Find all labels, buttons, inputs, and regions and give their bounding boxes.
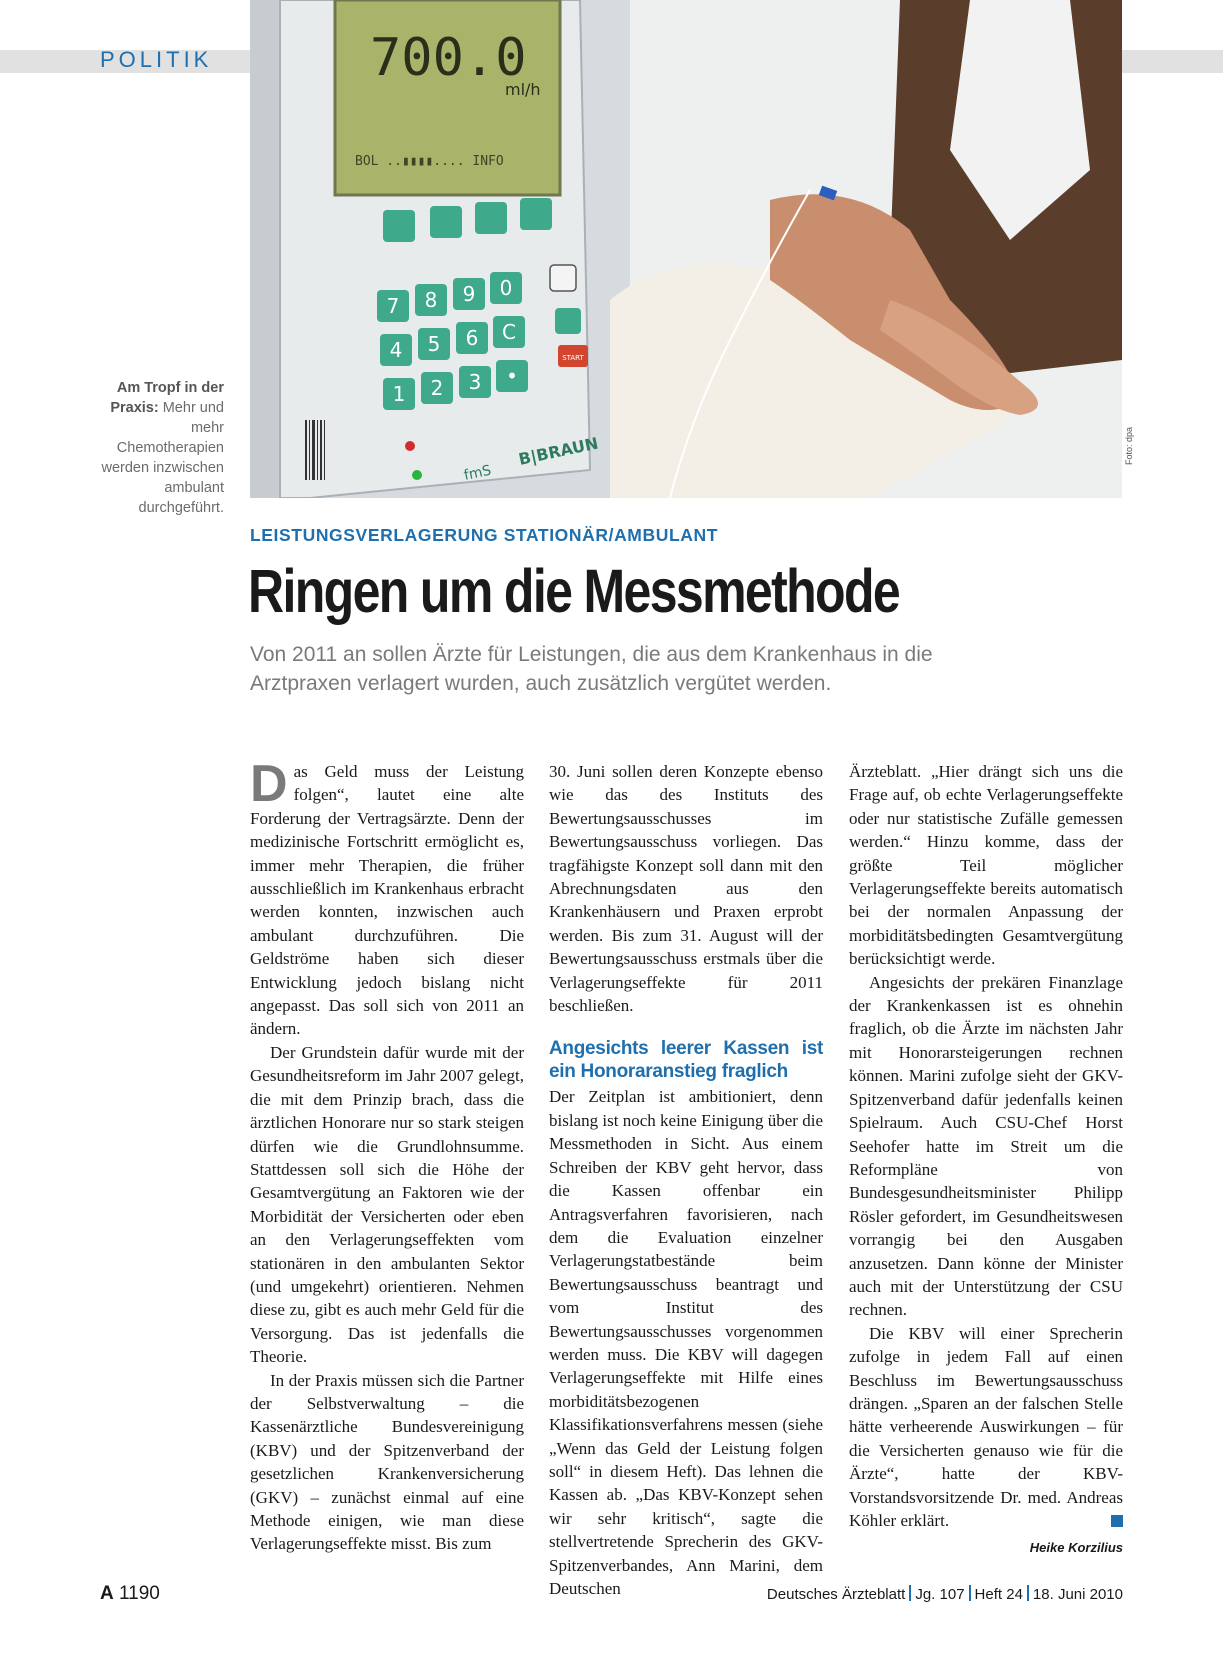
issue: Heft 24 <box>974 1586 1023 1603</box>
pump-display-value: 700.0 <box>370 28 527 88</box>
pump-display-unit: ml/h <box>505 80 541 99</box>
pump-brand: B|BRAUN <box>516 433 600 469</box>
publication-name: Deutsches Ärzteblatt <box>766 1586 906 1603</box>
key-4: 4 <box>389 338 403 362</box>
key-dot: • <box>506 364 518 388</box>
section-label: POLITIK <box>100 47 213 72</box>
body-column-1 <box>250 755 524 1556</box>
page-number <box>100 1583 160 1605</box>
author: Heike Korzilius <box>1029 1540 1123 1556</box>
separator <box>1027 1585 1029 1601</box>
key-c: C <box>502 320 516 344</box>
paragraph: In der Praxis müssen sich die Partner der Selbstverwaltung – die Kassenärztliche Bundesvereinigung (KBV) und der Spitzenverband der gesetzlichen Krankenversicherung (GKV) – zunächst einmal auf eine Methode einigen, wie man diese Verlagerungseffekte misst. Bis zum <box>250 1370 524 1554</box>
page-prefix: A <box>100 1583 114 1604</box>
pump-status-line: BOL ..▮▮▮▮.... INFO <box>355 154 504 169</box>
paragraph: 30. Juni sollen deren Konzepte ebenso wie das des Instituts des Bewertungsausschusses im Bewertungsausschuss vorliegen. Das tragfähigste Konzept soll dann mit den Abrechnungsdaten aus den Krankenhäusern und Praxen erprobt werden. Bis zum 31. August will der Bewertungsausschuss erstmals über die Verlagerungseffekte für 2011 beschließen. <box>549 762 823 1016</box>
caption-bold: Am Tropf in der Praxis: <box>110 380 224 416</box>
body-column-2 <box>549 760 823 1600</box>
key-5: 5 <box>427 332 441 356</box>
paragraph: Angesichts der prekären Finanzlage der Krankenkassen ist es ohnehin fraglich, ob die Ärzte im nächsten Jahr mit Honorarsteigerungen rechnen können. Marini zufolge sieht der GKV-Spitzenverband dafür jedenfalls keinen Spielraum. Auch CSU-Chef Horst Seehofer hatte im Streit um die Reformpläne von Bundesgesundheitsminister Philipp Rösler gefordert, im Gesundheitswesen vorrangig bei den Ausgaben anzusetzen. Dann könne der Minister auch mit der Unterstützung der CSU rechnen. <box>849 972 1123 1320</box>
subheading: Angesichts leerer Kassen ist ein Honoraranstieg fraglich <box>549 1038 823 1083</box>
infusion-pump-illustration <box>250 0 1122 498</box>
paragraph: Ärzteblatt. „Hier drängt sich uns die Frage auf, ob echte Verlagerungseffekte oder nur statistische Zufälle gemessen werden.“ Hinzu komme, dass der größte Teil möglicher Verlagerungseffekte bereits automatisch bei der normalen Anpassung der morbiditätsbedingten Gesamtvergütung berücksichtigt werde. <box>849 762 1123 969</box>
publication-info <box>767 1585 1123 1603</box>
key-3: 3 <box>468 370 482 394</box>
key-9: 9 <box>462 282 476 306</box>
key-6: 6 <box>465 326 479 350</box>
separator <box>969 1585 971 1601</box>
key-8: 8 <box>424 288 438 312</box>
key-0: 0 <box>499 276 513 300</box>
issue-date: 18. Juni 2010 <box>1032 1586 1123 1603</box>
kicker: LEISTUNGSVERLAGERUNG STATIONÄR/AMBULANT <box>250 525 719 545</box>
pump-model: fmS <box>462 462 493 484</box>
article-photo <box>250 0 1122 498</box>
key-1: 1 <box>392 382 406 406</box>
caption-text: Mehr und mehr Chemotherapien werden inzwischen ambulant durchgeführt. <box>101 400 224 516</box>
lead: Von 2011 an sollen Ärzte für Leistungen, die aus dem Krankenhaus in die Arztpraxen verlagert wurden, auch zusätzlich vergütet werden. <box>250 643 933 695</box>
paragraph-text: as Geld muss der Leistung folgen“, lautet eine alte Forderung der Vertragsärzte. Denn der medizinische Fortschritt ermöglicht es, immer mehr Therapien, die früher ausschließlich im Krankenhaus erbracht werden konnten, inzwischen auch ambulant durchzuführen. Die Geldströme haben sich dieser Entwicklung jedoch bislang nicht angepasst. Das soll sich von 2011 an ändern. <box>250 762 524 1039</box>
key-2: 2 <box>430 376 444 400</box>
paragraph-text: Die KBV will einer Sprecherin zufolge in jedem Fall auf einen Beschluss im Bewertungsausschuss drängen. „Sparen an der falschen Stelle hätte verheerende Auswirkungen – für die Versicherten genauso wie für die Ärzte“, hatte der KBV-Vorstandsvorsitzende Dr. med. Andreas Köhler erklärt. <box>849 1323 1123 1530</box>
page-number-value: 1190 <box>119 1583 160 1604</box>
paragraph <box>250 755 524 1041</box>
paragraph: Der Grundstein dafür wurde mit der Gesundheitsreform im Jahr 2007 gelegt, die mit dem Prinzip brach, dass die ärztlichen Honorare nur so stark steigen dürfen wie die Grundlohnsumme. Stattdessen soll sich die Höhe der Gesamtvergütung an Faktoren wie der Morbidität der Versicherten oder eben an den Verlagerungseffekten vom stationären in den ambulanten Sektor (und umgekehrt) orientieren. Nehmen diese zu, gibt es auch mehr Geld für die Versorgung. Das ist jedenfalls die Theorie. <box>250 1042 524 1367</box>
body-column-3 <box>849 760 1123 1560</box>
end-mark-icon <box>1111 1515 1123 1527</box>
separator <box>909 1585 911 1601</box>
paragraph: Der Zeitplan ist ambitioniert, denn bislang ist noch keine Einigung über die Messmethoden in Sicht. Aus einem Schreiben der KBV geht hervor, dass die Kassen offenbar ein Antragsverfahren favorisieren, nach dem die Evaluation einzelner Verlagerungstatbestände beim Bewertungsausschuss beantragt und vom Institut des Bewertungsausschusses vorgenommen werden muss. Die KBV will dagegen Verlagerungseffekte mit Hilfe eines morbiditätsbezogenen Klassifikationsverfahrens messen (siehe „Wenn das Geld der Leistung folgen soll“ in diesem Heft). Das lehnen die Kassen ab. „Das KBV-Konzept sehen wir sehr kritisch“, sagte die stellvertretende Sprecherin des GKV-Spitzenverbandes, Ann Marini, dem Deutschen <box>549 1087 823 1598</box>
headline: Ringen um die Messmethode <box>248 557 900 625</box>
volume: Jg. 107 <box>915 1586 965 1603</box>
paragraph <box>849 1322 1123 1533</box>
dropcap: D <box>250 755 288 813</box>
photo-caption <box>94 378 224 518</box>
photo-credit: Foto: dpa <box>1124 426 1134 465</box>
start-key-label: START <box>562 354 584 362</box>
key-7: 7 <box>386 294 400 318</box>
